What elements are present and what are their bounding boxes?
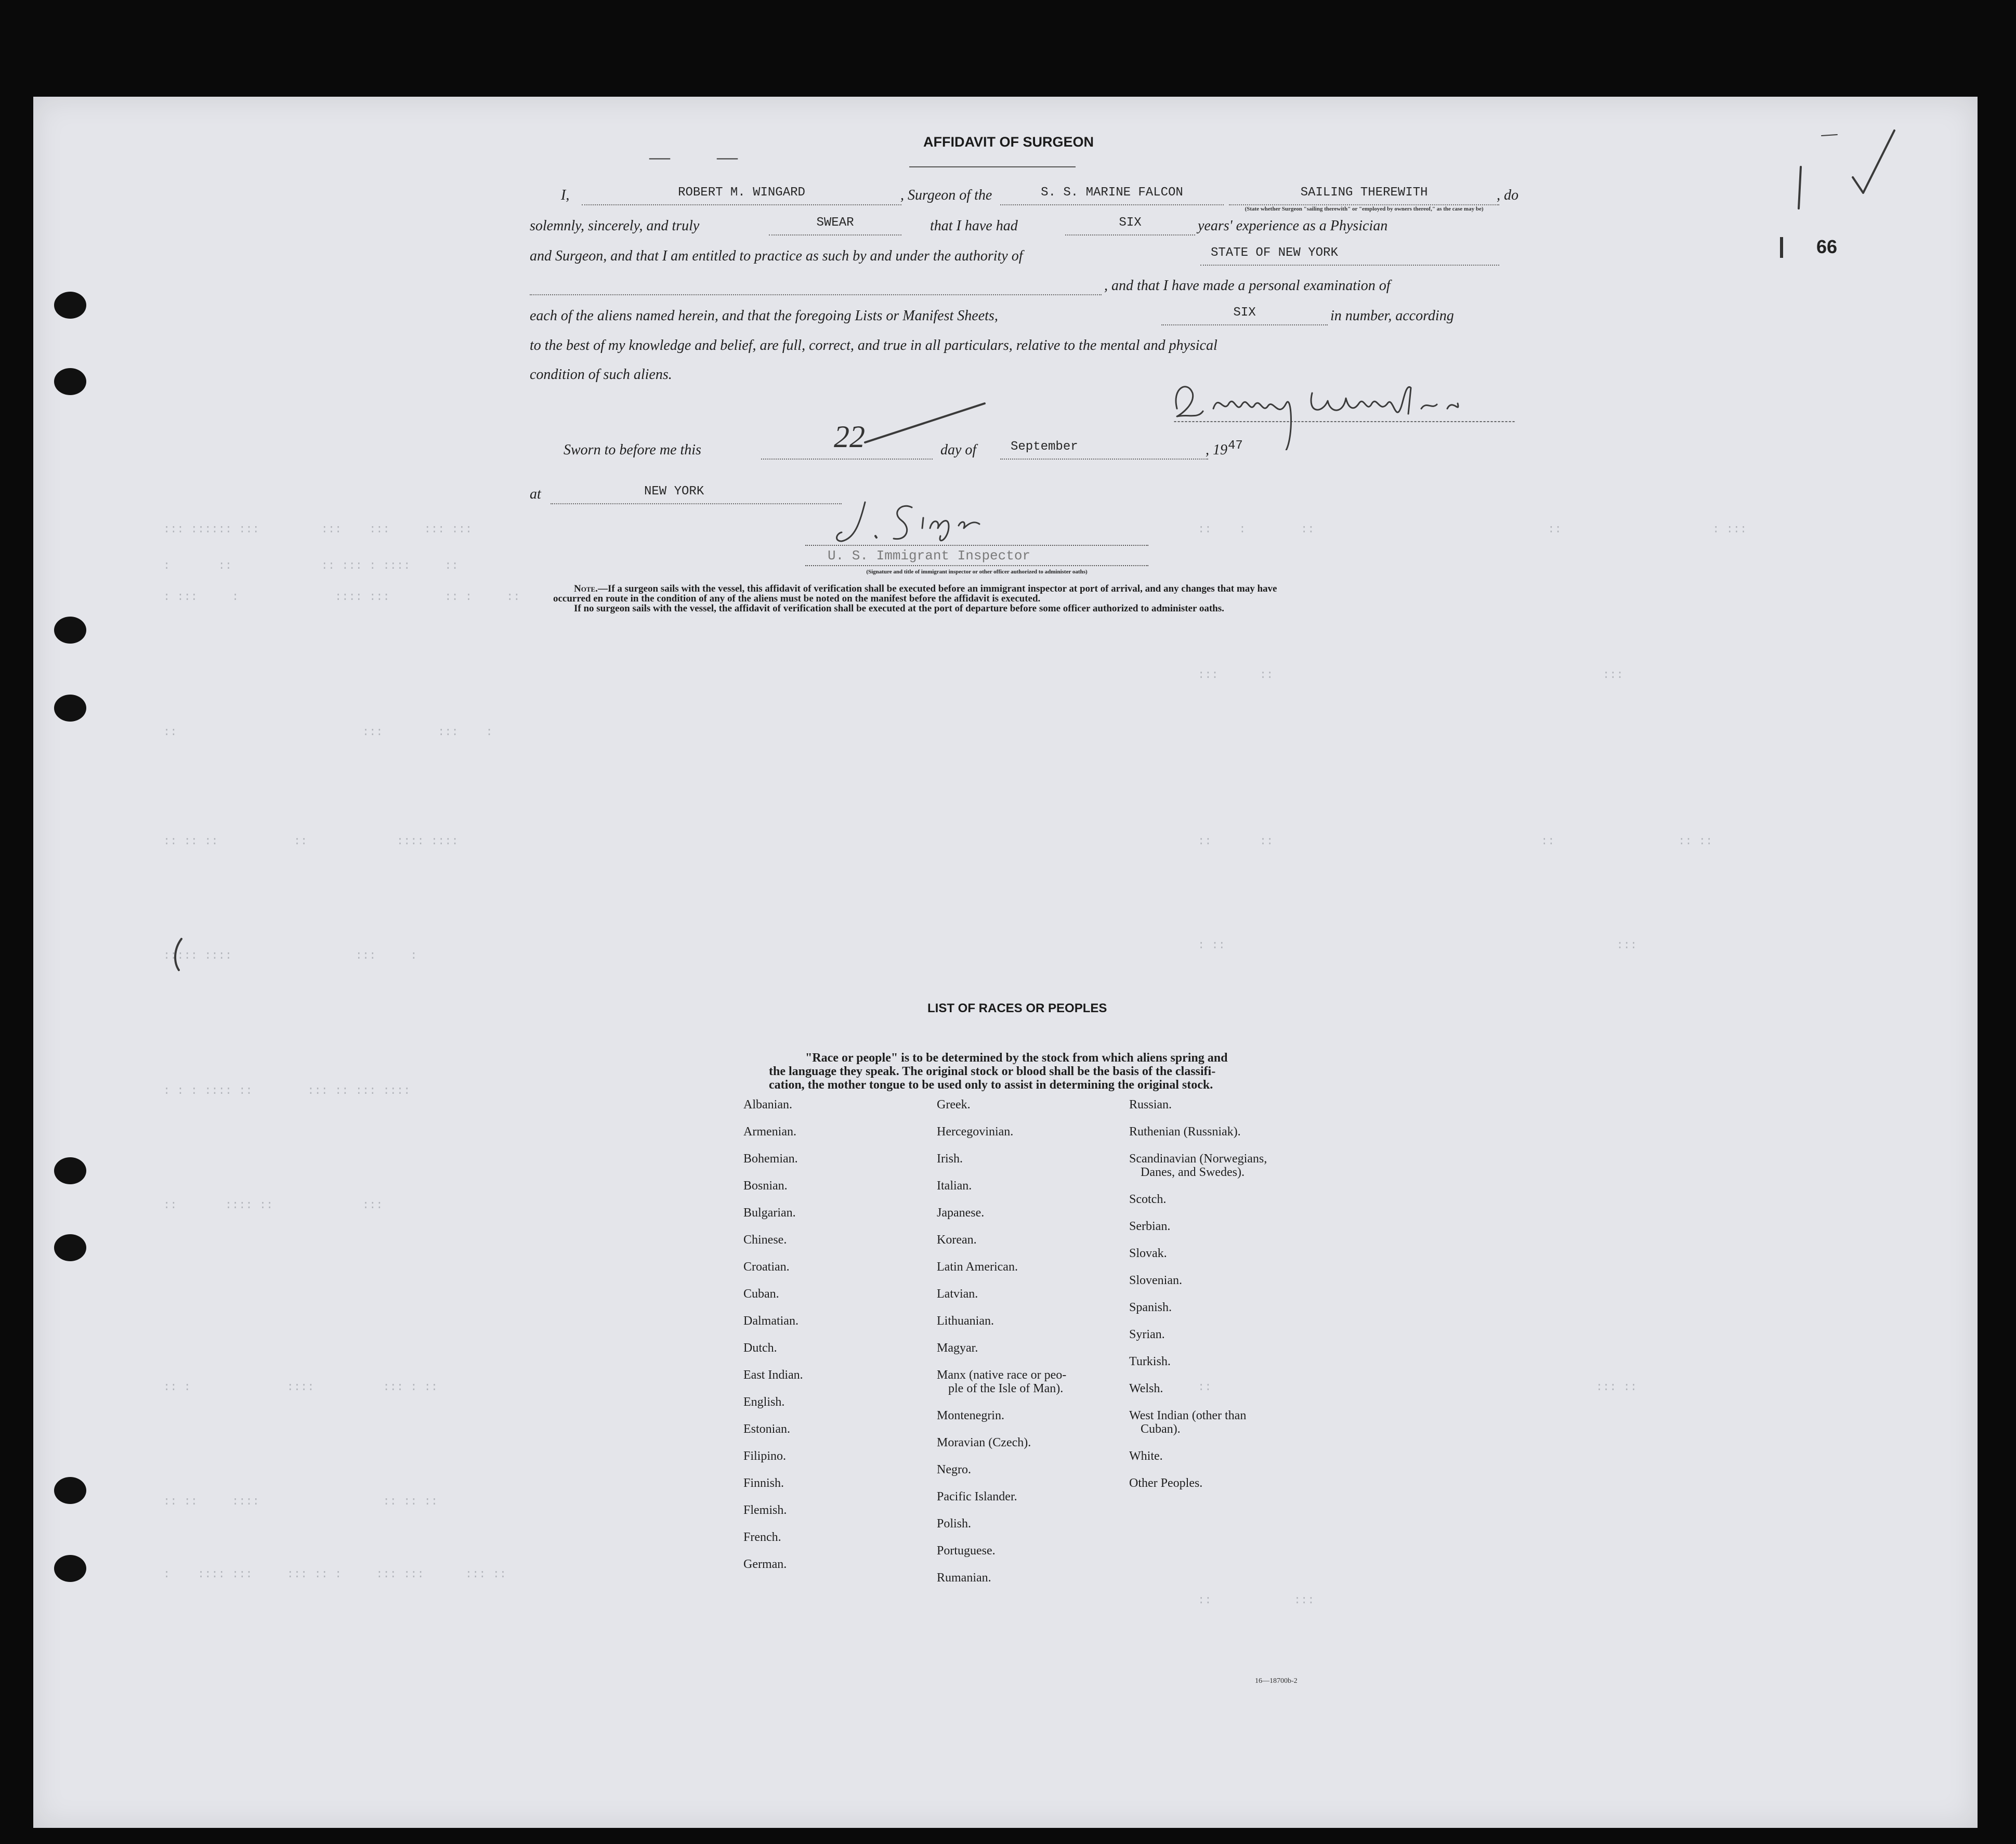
race-item: Scandinavian (Norwegians, — [1129, 1152, 1267, 1166]
oath-type: SWEAR — [816, 216, 854, 230]
text-solemnly: solemnly, sincerely, and truly — [530, 218, 700, 234]
place: NEW YORK — [644, 485, 704, 499]
text-sworn: Sworn to before me this — [564, 442, 701, 458]
race-item: Cuban. — [743, 1287, 779, 1301]
race-item: Portuguese. — [937, 1544, 996, 1558]
text-that-i-have-had: that I have had — [930, 218, 1018, 234]
vessel-field — [1000, 186, 1224, 205]
text-best-knowledge: to the best of my knowledge and belief, are full, correct, and true in all particulars, relative to the mental and physical — [530, 337, 1218, 354]
race-item: Ruthenian (Russniak). — [1129, 1125, 1241, 1139]
note-line-2: occurred en route in the condition of any of the aliens must be noted on the manifest before the affidavit is executed. — [553, 593, 1041, 604]
race-item: Danes, and Swedes). — [1141, 1166, 1245, 1179]
race-item: Estonian. — [743, 1422, 790, 1436]
form-number: 16—18700b-2 — [1255, 1677, 1298, 1685]
races-desc-3: cation, the mother tongue to be used only to assist in determining the original stock. — [769, 1078, 1213, 1092]
races-desc-2: the language they speak. The original stock or blood shall be the basis of the classifi- — [769, 1065, 1216, 1078]
inspector-line — [805, 545, 1148, 546]
text-in-number: in number, according — [1330, 308, 1454, 324]
authority: STATE OF NEW YORK — [1211, 246, 1338, 260]
race-item: Hercegovinian. — [937, 1125, 1014, 1139]
margin-mark — [163, 934, 194, 975]
place-field — [551, 485, 842, 504]
race-item: Korean. — [937, 1233, 977, 1247]
race-item: Croatian. — [743, 1260, 790, 1274]
race-item: Polish. — [937, 1517, 972, 1531]
races-title: LIST OF RACES OR PEOPLES — [927, 1001, 1107, 1015]
note-label: Note. — [574, 583, 598, 594]
margin-tick — [1780, 237, 1783, 258]
race-item: Greek. — [937, 1098, 971, 1111]
text-personal-exam: , and that I have made a personal examination of — [1104, 278, 1391, 294]
dash-mark: — — — [649, 145, 738, 168]
authority-continuation-field — [530, 279, 1102, 295]
race-item: Pacific Islander. — [937, 1490, 1017, 1503]
sheets-count: SIX — [1233, 306, 1256, 320]
race-item: Slovak. — [1129, 1247, 1167, 1260]
race-item: Dutch. — [743, 1341, 777, 1355]
races-column-3 — [1129, 1098, 1337, 1722]
punch-hole — [54, 695, 86, 722]
race-item: Scotch. — [1129, 1193, 1167, 1206]
race-item: White. — [1129, 1449, 1163, 1463]
text-condition: condition of such aliens. — [530, 367, 672, 383]
races-desc-1: "Race or people" is to be determined by the stock from which aliens spring and — [805, 1051, 1228, 1065]
sheets-field — [1161, 306, 1328, 325]
text-and-surgeon: and Surgeon, and that I am entitled to practice as such by and under the authority of — [530, 248, 1023, 264]
race-item: Dalmatian. — [743, 1314, 798, 1328]
race-item: Bulgarian. — [743, 1206, 796, 1220]
note-line-3: If no surgeon sails with the vessel, the affidavit of verification shall be executed at the port of departure before some officer authorized to administer oaths. — [574, 603, 1224, 614]
sailing-status: SAILING THEREWITH — [1300, 186, 1428, 200]
race-item: Italian. — [937, 1179, 972, 1193]
inspector-caption-line — [805, 565, 1148, 566]
race-item: Moravian (Czech). — [937, 1436, 1031, 1449]
punch-hole — [54, 1234, 86, 1261]
race-item: Armenian. — [743, 1125, 796, 1139]
race-item: French. — [743, 1531, 781, 1544]
race-item: Welsh. — [1129, 1382, 1163, 1395]
race-item: West Indian (other than — [1129, 1409, 1247, 1422]
year-suffix: 47 — [1228, 439, 1243, 453]
punch-hole — [54, 617, 86, 644]
sailing-note: (State whether Surgeon "sailing therewith" or "employed by owners thereof," as the case may be) — [1245, 206, 1484, 212]
race-item: Serbian. — [1129, 1220, 1171, 1233]
race-item: English. — [743, 1395, 785, 1409]
text-at: at — [530, 486, 541, 502]
race-item: Lithuanian. — [937, 1314, 994, 1328]
race-item: Japanese. — [937, 1206, 985, 1220]
race-item: Latin American. — [937, 1260, 1018, 1274]
sailing-field — [1229, 186, 1499, 205]
race-item: Cuban). — [1141, 1422, 1181, 1436]
race-item: Turkish. — [1129, 1355, 1171, 1368]
race-item: Albanian. — [743, 1098, 792, 1111]
checkmark-annotation — [1780, 115, 1915, 229]
text-each-alien: each of the aliens named herein, and that the foregoing Lists or Manifest Sheets, — [530, 308, 998, 324]
title-rule — [909, 166, 1076, 167]
race-item: Bohemian. — [743, 1152, 798, 1166]
race-item: Other Peoples. — [1129, 1476, 1203, 1490]
text-do: , do — [1497, 187, 1518, 203]
punch-hole — [54, 1477, 86, 1504]
years-field — [1065, 216, 1195, 236]
punch-hole — [54, 292, 86, 319]
race-item: German. — [743, 1558, 787, 1571]
oath-field — [769, 216, 901, 236]
vessel-name: S. S. MARINE FALCON — [1041, 186, 1183, 200]
race-item: Filipino. — [743, 1449, 787, 1463]
race-item: Syrian. — [1129, 1328, 1165, 1341]
race-item: Latvian. — [937, 1287, 978, 1301]
month-field — [1000, 440, 1208, 460]
text-surgeon-of-the: , Surgeon of the — [900, 187, 992, 203]
affidavit-sheet: ::: :::::: ::: ::: ::: ::: ::: : :: :: ::: : :::: :: : ::: : :::: ::: :: : :: :: ::: ::: : :: :: :: :: :::: :::: ::::: :::: ::: : : : : :::: :: ::: :: ::: :::: :: :::: :: ::: :: : :::: ::: : :: :: :: :::: :: :: :: : :::: ::: ::: :: : ::: ::: ::: :: :: : :: :: : ::: ::: :: ::: :: :: :: :: :: : :: ::: :: ::: :: :: ::: 66 — — AFFIDAVIT OF SURGEON I, ROBERT M. WINGARD , Surgeon of the S. S. MARINE FALCON SAILING THEREWITH (State whether Surgeon "sailing therewith" or "employed by owners thereof," as the case may be) , do solemnly, sincerely, and truly SWEAR that I have had SIX years' experience as a Physician and Surgeon, and that I am entitled to practice as such by and under the authority of STATE OF NEW YORK , and that I have made a personal examination of each of the aliens named herein, and that the foregoing Lists or Manifest Sheets, SIX in number, according to the best of my knowledge and belief, are full, correct, and true in all particulars, relative to the mental and physical condition of such aliens. Sworn to before me this 22 day of September , 19 47 at NEW YORK U. S. Immigrant Inspector (Signature and title of immigrant inspector or other officer authorized to administer oaths) Note.—If a surgeon sails with the vessel, this affidavit of verification shall be executed before an immigrant inspector at port of arrival, and any changes that may have occurred en route in the condition of any of the aliens must be noted on the manifest before the affidavit is executed. If no surgeon sails with the vessel, the affidavit of verification shall be executed at the port of departure before some officer authorized to administer oaths. LIST OF RACES OR PEOPLES "Race or people" is to be determined by the stock from which aliens spring and the language they speak. The original stock or blood shall be the basis of the classifi- cation, the mother tongue to be used only to assist in determining the original stock. Albanian. Armenian. Bohemian. Bosnian. Bulgarian. Chinese. Croatian. Cuban. Dalmatian. Dutch. East Indian. English. Estonian. Filipino. Finnish. Flemish. French. German. Greek. Hercegovinian. Irish. Italian. Japanese. Korean. Latin American. Latvian. Lithuanian. Magyar. Manx (native race or peo- ple of the Isle of Man). Montenegrin. Moravian (Czech). Negro. Pacific Islander. Polish. Portuguese. Rumanian. Russian. Ruthenian (Russniak). Scandinavian (Norwegians, Danes, and Swedes). Scotch. Serbian. Slovak. Slovenian. Spanish. Syrian. Turkish. Welsh. West Indian (other than Cuban). White. Other Peoples. 16—18700b-2 — [33, 97, 1978, 1828]
race-item: Manx (native race or peo- — [937, 1368, 1067, 1382]
surgeon-name-field — [582, 186, 901, 205]
race-item: Flemish. — [743, 1503, 787, 1517]
races-column-2 — [937, 1098, 1134, 1722]
note-text-1: —If a surgeon sails with the vessel, this affidavit of verification shall be executed before an immigrant inspector at port of arrival, and any changes that may have — [597, 583, 1277, 594]
race-item: East Indian. — [743, 1368, 803, 1382]
punch-hole — [54, 1555, 86, 1582]
punch-hole — [54, 1157, 86, 1184]
years-experience: SIX — [1119, 216, 1142, 230]
race-item: Chinese. — [743, 1233, 787, 1247]
text-day-of: day of — [940, 442, 977, 458]
punch-hole — [54, 368, 86, 395]
race-item: ple of the Isle of Man). — [948, 1382, 1064, 1395]
races-column-1 — [743, 1098, 910, 1722]
authority-field — [1200, 246, 1499, 266]
inspector-signature — [829, 492, 1026, 549]
month: September — [1011, 440, 1078, 454]
inspector-title: U. S. Immigrant Inspector — [828, 548, 1031, 564]
race-item: Slovenian. — [1129, 1274, 1182, 1287]
page-number: 66 — [1816, 236, 1838, 257]
race-item: Irish. — [937, 1152, 963, 1166]
day-handwritten: 22 — [834, 420, 865, 454]
affidavit-intro: I, — [561, 187, 570, 203]
surgeon-signature — [1167, 372, 1520, 450]
race-item: Montenegrin. — [937, 1409, 1004, 1422]
surgeon-name: ROBERT M. WINGARD — [678, 186, 805, 200]
document-title: AFFIDAVIT OF SURGEON — [923, 134, 1094, 150]
race-item: Russian. — [1129, 1098, 1172, 1111]
text-years-experience: years' experience as a Physician — [1198, 218, 1388, 234]
race-item: Rumanian. — [937, 1571, 991, 1585]
year-prefix: , 19 — [1206, 442, 1227, 458]
race-item: Negro. — [937, 1463, 971, 1476]
inspector-caption: (Signature and title of immigrant inspector or other officer authorized to administer oaths) — [866, 569, 1088, 575]
race-item: Magyar. — [937, 1341, 978, 1355]
race-item: Finnish. — [743, 1476, 784, 1490]
race-item: Spanish. — [1129, 1301, 1172, 1314]
race-item: Bosnian. — [743, 1179, 788, 1193]
